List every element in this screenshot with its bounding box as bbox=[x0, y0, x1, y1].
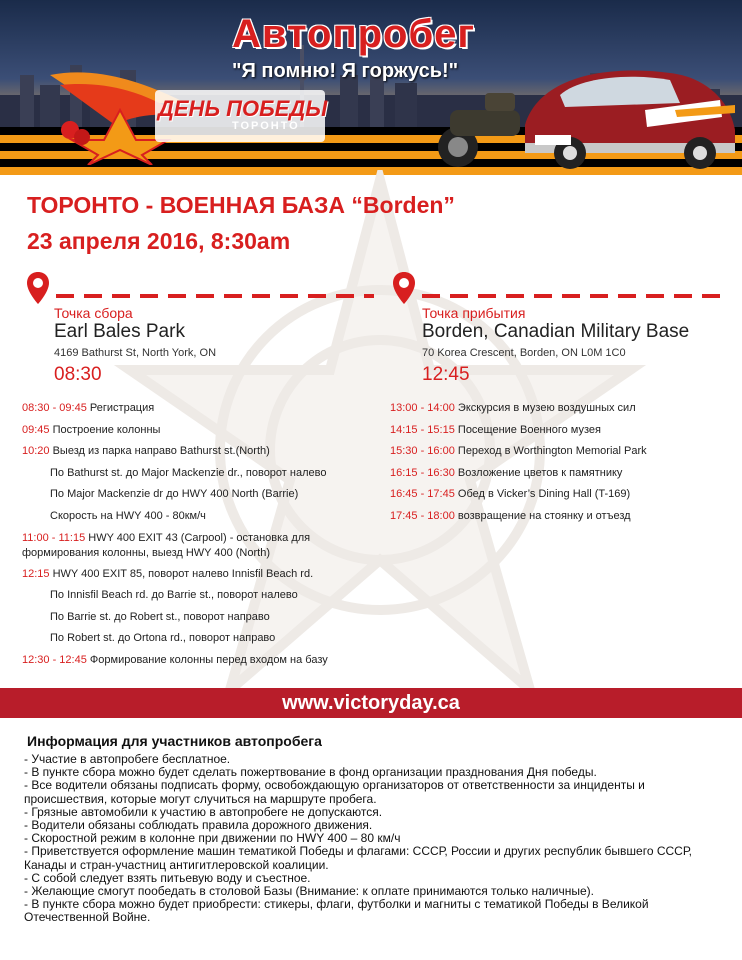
info-item: - Грязные автомобили к участию в автопробеге не допускаются. bbox=[24, 804, 383, 819]
schedule-row: По Barrie st. до Robert st., поворот направо bbox=[50, 610, 270, 623]
arrival-time: 12:45 bbox=[422, 364, 470, 385]
departure-label: Точка сбора bbox=[54, 305, 133, 321]
info-item: - Водители обязаны соблюдать правила дорожного движения. bbox=[24, 818, 373, 833]
schedule-row: 14:15 - 15:15 Посещение Военного музея bbox=[390, 423, 601, 436]
schedule-row: По Major Mackenzie dr до HWY 400 North (Barrie) bbox=[50, 488, 299, 501]
vintage-car-motorcycle-image bbox=[430, 55, 740, 173]
schedule-row: 15:30 - 16:00 Переход в Worthington Memorial Park bbox=[390, 445, 647, 458]
schedule-row: 08:30 - 09:45 Регистрация bbox=[22, 402, 155, 414]
page-title: Автопробег bbox=[232, 12, 476, 56]
schedule-row: По Robert st. до Ortona rd., поворот направо bbox=[50, 632, 276, 645]
info-list bbox=[24, 753, 724, 925]
schedule-row: 16:45 - 17:45 Обед в Vicker’s Dining Hall (T-169) bbox=[390, 488, 631, 501]
map-pin-icon bbox=[27, 272, 49, 304]
schedule-row: По Bathurst st. до Major Mackenzie dr., поворот налево bbox=[50, 466, 327, 479]
header-banner bbox=[0, 0, 742, 175]
info-heading: Информация для участников автопробега bbox=[27, 733, 322, 749]
event-title: ТОРОНТО - ВОЕННАЯ БАЗА “Borden” bbox=[27, 192, 455, 218]
departure-time: 08:30 bbox=[54, 364, 102, 385]
map-pin-icon bbox=[393, 272, 415, 304]
dashed-divider bbox=[422, 294, 722, 298]
schedule-right bbox=[390, 398, 730, 528]
schedule-row: 12:30 - 12:45 Формирование колонны перед входом на базу bbox=[22, 653, 328, 666]
info-item: - Участие в автопробеге бесплатное. bbox=[24, 752, 231, 766]
schedule-row: 11:00 - 11:15 HWY 400 EXIT 43 (Carpool) - остановка для формирования колонны, выезд HWY 400 (North) bbox=[22, 531, 311, 559]
website-link[interactable]: www.victoryday.ca bbox=[0, 688, 742, 718]
info-item: - Приветствуется оформление машин тематикой Победы и флагами: СССР, России и других республик бывшего СССР, Канады и стран-участниц антигитлеровской коалиции. bbox=[24, 844, 692, 872]
schedule-row: Скорость на HWY 400 - 80км/ч bbox=[50, 509, 206, 522]
info-item: - Все водители обязаны подписать форму, освобождающую организаторов от ответственности за инциденты и происшествия, которые могут случиться на маршруте пробега. bbox=[24, 778, 645, 806]
dashed-divider bbox=[56, 294, 374, 298]
event-date: 23 апреля 2016, 8:30am bbox=[27, 228, 291, 254]
departure-name: Earl Bales Park bbox=[54, 321, 185, 342]
arrival-label: Точка прибытия bbox=[422, 305, 526, 321]
page-subtitle: "Я помню! Я горжусь!" bbox=[232, 60, 459, 82]
info-item: - Скоростной режим в колонне при движении по HWY 400 – 80 км/ч bbox=[24, 831, 401, 846]
schedule-row: 16:15 - 16:30 Возложение цветов к памятнику bbox=[390, 466, 623, 479]
info-item: - В пункте сбора можно будет приобрести: стикеры, флаги, футболки и магниты с тематикой Победы в Великой Отечественной Войне. bbox=[24, 897, 649, 925]
schedule-row: 10:20 Выезд из парка направо Bathurst st.(North) bbox=[22, 445, 270, 458]
schedule-row: 13:00 - 14:00 Экскурсия в музею воздушных сил bbox=[390, 402, 636, 414]
schedule-row: 17:45 - 18:00 возвращение на стоянку и отъезд bbox=[390, 509, 631, 522]
arrival-name: Borden, Canadian Military Base bbox=[422, 321, 690, 342]
info-item: - В пункте сбора можно будет сделать пожертвование в фонд организации празднования Дня победы. bbox=[24, 765, 597, 780]
logo-text: ДЕНЬ ПОБЕДЫ bbox=[158, 96, 328, 121]
schedule-row: 12:15 HWY 400 EXIT 85, поворот налево Innisfil Beach rd. bbox=[22, 567, 314, 580]
departure-address: 4169 Bathurst St, North York, ON bbox=[54, 347, 217, 359]
info-item: - С собой следует взять питьевую воду и съестное. bbox=[24, 870, 311, 885]
schedule-row: 09:45 Построение колонны bbox=[22, 423, 161, 436]
logo-city: ТОРОНТО bbox=[232, 120, 300, 132]
schedule-row: По Innisfil Beach rd. до Barrie st., поворот налево bbox=[50, 589, 298, 602]
schedule-left bbox=[22, 398, 372, 672]
arrival-address: 70 Korea Crescent, Borden, ON L0M 1C0 bbox=[422, 347, 626, 359]
info-item: - Желающие смогут пообедать в столовой Базы (Внимание: к оплате принимаются только наличные). bbox=[24, 884, 594, 899]
